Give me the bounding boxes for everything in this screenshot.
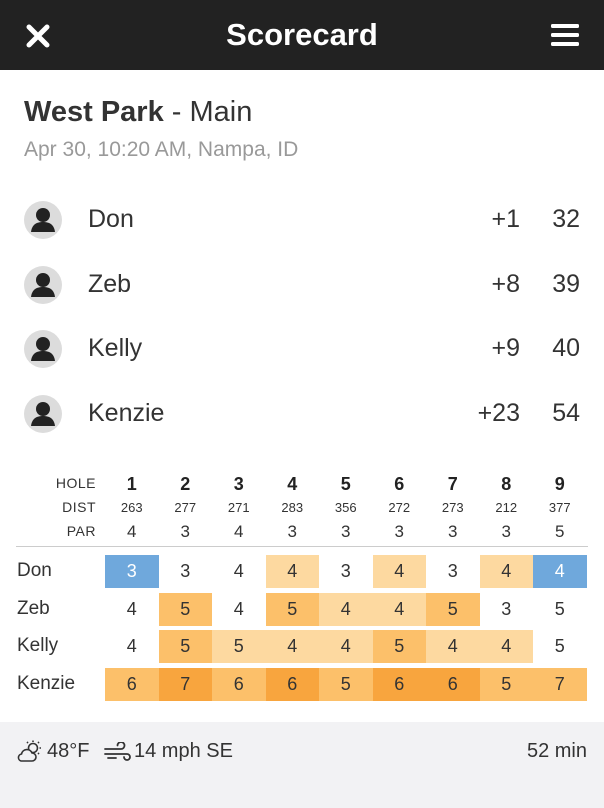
player-row[interactable] xyxy=(0,382,604,447)
score-cell[interactable]: 5 xyxy=(212,630,266,663)
course-separator: - xyxy=(163,96,190,128)
page-title: Scorecard xyxy=(226,17,378,52)
hole-distance: 263 xyxy=(120,500,143,515)
temperature: 48°F xyxy=(47,740,90,762)
hole-number: 9 xyxy=(554,474,565,494)
hole-par: 4 xyxy=(127,522,137,541)
hole-distance: 272 xyxy=(388,500,411,515)
hole-number: 4 xyxy=(287,474,298,494)
hole-distance: 273 xyxy=(441,500,464,515)
score-cell[interactable]: 5 xyxy=(554,598,565,619)
score-row-player: Don xyxy=(17,560,52,581)
hole-distance: 283 xyxy=(281,500,304,515)
score-cell[interactable]: 6 xyxy=(212,668,266,701)
round-details: Apr 30, 10:20 AM, Nampa, ID xyxy=(24,138,299,161)
hole-par: 3 xyxy=(501,522,511,541)
score-cell[interactable]: 3 xyxy=(340,561,351,581)
app-header xyxy=(0,0,604,70)
score-cell[interactable]: 4 xyxy=(480,630,534,663)
score-cell[interactable]: 6 xyxy=(266,668,320,701)
hole-distance: 377 xyxy=(548,500,571,515)
score-cell[interactable]: 3 xyxy=(105,555,159,588)
score-cell[interactable]: 4 xyxy=(266,630,320,663)
score-cell[interactable]: 4 xyxy=(373,593,427,626)
hole-par: 3 xyxy=(394,522,404,541)
hole-distance: 277 xyxy=(174,500,197,515)
hole-par: 3 xyxy=(287,522,297,541)
hole-par: 4 xyxy=(234,522,244,541)
hole-number: 2 xyxy=(180,474,191,494)
score-cell[interactable]: 4 xyxy=(373,555,427,588)
score-cell[interactable]: 4 xyxy=(233,561,244,581)
score-cell[interactable]: 5 xyxy=(554,636,565,656)
score-row xyxy=(0,591,604,628)
score-cell[interactable]: 3 xyxy=(447,561,458,581)
course-layout: Main xyxy=(189,96,253,128)
avatar-icon xyxy=(23,200,63,240)
score-cell[interactable]: 5 xyxy=(159,593,213,626)
score-cell[interactable]: 6 xyxy=(426,668,480,701)
hole-number: 5 xyxy=(340,474,351,494)
score-cell[interactable]: 7 xyxy=(159,668,213,701)
hole-number: 7 xyxy=(447,474,458,494)
player-relative-score: +9 xyxy=(491,334,520,362)
score-row-player: Kenzie xyxy=(17,672,76,694)
score-cell[interactable]: 5 xyxy=(266,593,320,626)
course-name: West Park xyxy=(24,96,164,128)
hamburger-menu-icon[interactable] xyxy=(550,20,580,50)
score-cell[interactable]: 5 xyxy=(373,630,427,663)
hole-number: 8 xyxy=(501,474,512,494)
hole-par: 5 xyxy=(555,522,565,541)
score-row-player: Kelly xyxy=(17,635,59,656)
score-row xyxy=(0,666,604,703)
score-cell[interactable]: 3 xyxy=(180,561,191,581)
hole-label: HOLE xyxy=(55,475,96,491)
avatar-icon xyxy=(23,394,63,434)
hole-distance: 212 xyxy=(495,500,518,515)
par-row xyxy=(0,520,604,544)
hole-number: 3 xyxy=(233,474,244,494)
score-cell[interactable]: 5 xyxy=(319,668,373,701)
hole-number: 6 xyxy=(394,474,405,494)
score-cell[interactable]: 6 xyxy=(105,668,159,701)
course-title xyxy=(24,96,252,129)
player-list xyxy=(0,188,604,446)
player-row[interactable] xyxy=(0,253,604,318)
score-cell[interactable]: 4 xyxy=(233,598,244,619)
score-row-player: Zeb xyxy=(17,597,50,619)
avatar-icon xyxy=(23,265,63,305)
player-name: Kelly xyxy=(88,334,143,362)
hole-number: 1 xyxy=(126,474,137,494)
score-row xyxy=(0,553,604,590)
score-cell[interactable]: 4 xyxy=(480,555,534,588)
player-name: Kenzie xyxy=(88,398,165,427)
scorecard-divider xyxy=(16,546,588,547)
score-cell[interactable]: 4 xyxy=(319,630,373,663)
close-icon[interactable] xyxy=(24,22,52,50)
score-cell[interactable]: 3 xyxy=(501,598,512,619)
scorecard-grid xyxy=(0,472,604,544)
distance-label: DIST xyxy=(62,499,96,515)
round-footer xyxy=(0,722,604,808)
score-cell[interactable]: 6 xyxy=(373,668,427,701)
score-cell[interactable]: 5 xyxy=(159,630,213,663)
player-row[interactable] xyxy=(0,188,604,253)
score-cell[interactable]: 4 xyxy=(426,630,480,663)
hole-distance: 356 xyxy=(334,500,357,515)
player-total-score: 39 xyxy=(552,269,580,298)
player-total-score: 54 xyxy=(552,398,580,427)
player-row[interactable] xyxy=(0,317,604,382)
wind-icon xyxy=(104,742,132,762)
score-cell[interactable]: 7 xyxy=(533,668,587,701)
wind-speed: 14 mph SE xyxy=(134,740,233,762)
player-relative-score: +23 xyxy=(477,398,520,427)
score-cell[interactable]: 4 xyxy=(266,555,320,588)
distance-row xyxy=(0,496,604,520)
score-cell[interactable]: 4 xyxy=(126,636,137,656)
partly-cloudy-icon xyxy=(16,740,44,764)
player-total-score: 32 xyxy=(552,205,580,233)
player-relative-score: +8 xyxy=(491,269,520,298)
avatar-icon xyxy=(23,329,63,369)
player-total-score: 40 xyxy=(552,334,580,362)
player-relative-score: +1 xyxy=(491,205,520,233)
player-name: Don xyxy=(88,205,134,233)
par-label: PAR xyxy=(66,523,96,539)
player-name: Zeb xyxy=(88,269,132,298)
hole-par: 3 xyxy=(448,522,458,541)
score-cell[interactable]: 5 xyxy=(426,593,480,626)
score-cell[interactable]: 4 xyxy=(126,598,137,619)
hole-par: 3 xyxy=(180,522,190,541)
hole-par: 3 xyxy=(341,522,351,541)
score-cell[interactable]: 4 xyxy=(533,555,587,588)
round-duration: 52 min xyxy=(526,740,587,762)
hole-row xyxy=(0,472,604,496)
score-row xyxy=(0,628,604,665)
score-cell[interactable]: 4 xyxy=(319,593,373,626)
hole-distance: 271 xyxy=(227,500,250,515)
score-cell[interactable]: 5 xyxy=(480,668,534,701)
